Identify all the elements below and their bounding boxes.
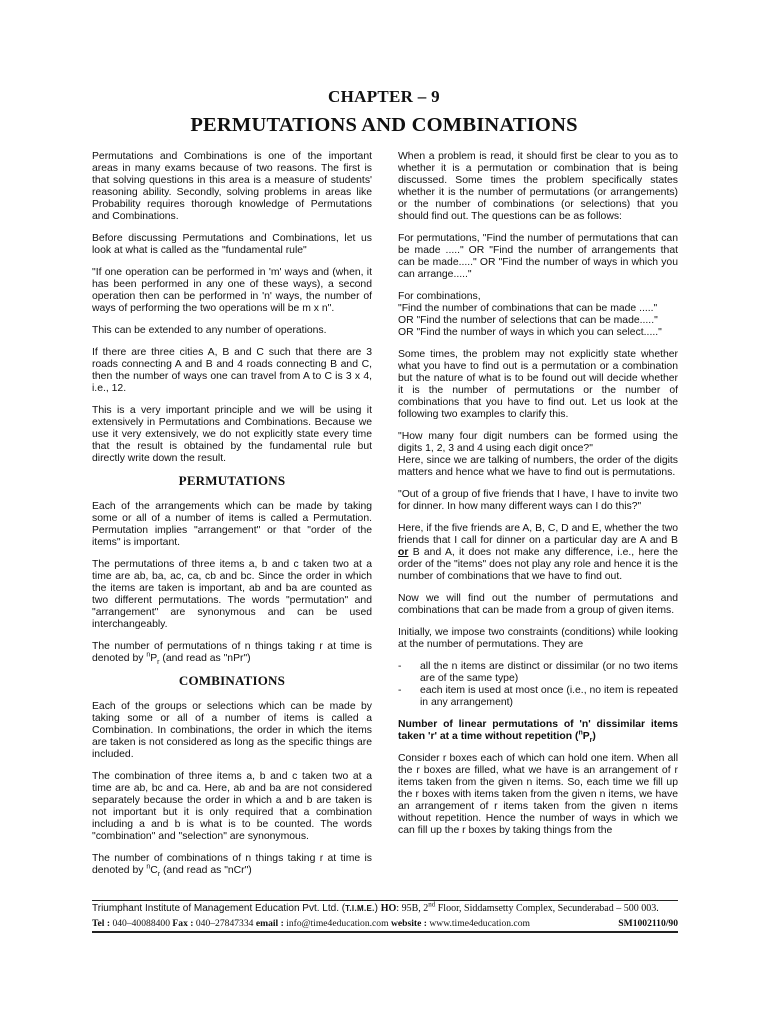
- text: P: [150, 653, 158, 664]
- list-item: [398, 685, 678, 709]
- paragraph: Each of the groups or selections which can be made by taking some or all of a number of items is called a Combination. In combinations, the order in which the items are taken is not considered as long as the specific things are included.: [92, 701, 372, 760]
- paragraph: Initially, we impose two constraints (conditions) while looking at the number of permutations. They are: [398, 627, 678, 650]
- paragraph: "Out of a group of five friends that I have, I have to invite two for dinner. In how many different ways can I do this?": [398, 489, 678, 512]
- paragraph: [398, 523, 678, 583]
- list-item: [398, 661, 678, 685]
- paragraph: For permutations, "Find the number of permutations that can be made ....." OR "Find the number of arrangements that can be made....." OR "Find the number of ways in which you can arrange.....": [398, 233, 678, 280]
- tel-value: 040–40088400: [110, 918, 173, 929]
- superscript: nd: [428, 900, 436, 909]
- line: OR "Find the number of selections that can be made.....": [398, 315, 658, 326]
- time-brand: T.I.M.E.: [345, 904, 375, 913]
- page-title: PERMUTATIONS AND COMBINATIONS: [190, 114, 578, 136]
- footer-address: [92, 900, 692, 914]
- paragraph-npr-notation: [92, 641, 372, 665]
- section-heading-combinations: COMBINATIONS: [178, 673, 286, 688]
- ho-label: HO: [380, 903, 397, 914]
- subscript: r: [157, 659, 160, 667]
- line: Here, since we are talking of numbers, the order of the digits matters and hence what we have to find out is permutations.: [398, 455, 678, 478]
- text: Triumphant Institute of Management Education Pvt. Ltd. (: [92, 903, 346, 914]
- paragraph: Now we will find out the number of permutations and combinations that can be made from a group of given items.: [398, 593, 678, 616]
- paragraph: Before discussing Permutations and Combinations, let us look at what is called as the "fundamental rule": [92, 233, 372, 256]
- line: "How many four digit numbers can be formed using the digits 1, 2, 3 and 4 using each digit once?": [398, 431, 678, 454]
- section-heading-permutations: PERMUTATIONS: [178, 473, 286, 488]
- paragraph-example-1: [398, 431, 678, 479]
- email-label: email :: [255, 918, 284, 929]
- emphasis-or: or: [398, 547, 409, 558]
- dash-bullet: -: [398, 661, 402, 672]
- paragraph: Consider r boxes each of which can hold one item. When all the r boxes are filled, what we have is an arrangement of r items taken from the given n items. So, each time we fill up the r boxes with items taken from the given n items, we have an arrangement of r items taken from the given n items without repetition. Hence the number of ways in which we can fill up the r boxes by taking things from the: [398, 753, 678, 836]
- superscript: n: [578, 729, 583, 737]
- paragraph: If there are three cities A, B and C such that there are 3 roads connecting A and B and 4 roads connecting B and C, then the number of ways one can travel from A to C is 3 x 4, i.e., 12.: [92, 347, 372, 394]
- fundamental-rule-quote: "If one operation can be performed in 'm' ways and (when, it has been performed in any one of these ways), a second operation then can be performed in 'n' ways, the number of ways of performing the two operations will be m x n".: [92, 267, 372, 314]
- footer-divider: [92, 900, 678, 901]
- paragraph: This is a very important principle and we will be using it extensively in Permutations and Combinations. Because we use it very extensively, we do not explicitly state every time that the result is obtained by the fundamental rule but directly write down the result.: [92, 405, 372, 464]
- website-label: website :: [390, 918, 427, 929]
- paragraph: The combination of three items a, b and c taken two at a time are ab, bc and ca. Here, ab and ba are not considered separately because the order in which a and b are taken is not important but it is only required that a combination including a and b is what is to be counted. The words "combination" and "selection" are synonymous.: [92, 771, 372, 842]
- line: For combinations,: [398, 291, 481, 302]
- footer-contact: [92, 918, 678, 929]
- fax-label: Fax :: [172, 918, 194, 929]
- paragraph: This can be extended to any number of operations.: [92, 325, 327, 336]
- chapter-heading: CHAPTER – 9: [328, 87, 440, 106]
- text: Floor, Siddamsetty Complex, Secunderabad – 500 003.: [435, 903, 659, 914]
- superscript: n: [146, 863, 151, 871]
- paragraph: The permutations of three items a, b and c taken two at a time are ab, ba, ac, ca, cb and bc. Since the order in which the items are taken is important, ab and ba are counted as two different permutations. The words "permutation" and "arrangement" are synonymous and can be used interchangeably.: [92, 559, 372, 630]
- paragraph: Permutations and Combinations is one of the important areas in many exams because of two reasons. The first is that solving questions in this area is a measure of students' reasoning ability. Secondly, solving problems in areas like Probability requires thorough knowledge of Permutations and Combinations.: [92, 151, 372, 222]
- right-column: [398, 151, 678, 837]
- subscript: r: [157, 871, 161, 879]
- text: Here, if the five friends are A, B, C, D and E, whether the two friends that I call for dinner on a particular day are A and B: [398, 523, 678, 546]
- text: B and A, it does not make any difference, i.e., here the order of the "items" does not play any role and hence it is the number of combinations that we have to find out.: [398, 547, 679, 582]
- left-column: [92, 151, 372, 877]
- paragraph-combinations-examples: [398, 291, 678, 339]
- document-code: SM1002110/90: [618, 918, 678, 929]
- text: ): [592, 731, 596, 742]
- line: "Find the number of combinations that can be made .....": [398, 303, 658, 314]
- subscript: r: [589, 737, 593, 745]
- email-link[interactable]: info@time4education.com: [283, 918, 391, 929]
- paragraph: Each of the arrangements which can be made by taking some or all of a number of items is called a Permutation. Permutation implies "arrangement" or that "order of the items" is important.: [92, 501, 372, 548]
- constraints-list: [398, 661, 678, 709]
- text: (and read as "nPr"): [159, 653, 251, 664]
- text: C: [150, 865, 158, 876]
- text: : 95B, 2: [396, 903, 429, 914]
- website-link[interactable]: www.time4education.com: [426, 918, 530, 929]
- tel-label: Tel :: [92, 918, 111, 929]
- dash-bullet: -: [398, 685, 402, 696]
- subheading-linear-permutations: [398, 719, 678, 743]
- superscript: n: [146, 651, 151, 659]
- text: (and read as "nCr"): [160, 865, 252, 876]
- paragraph-ncr-notation: [92, 853, 372, 877]
- paragraph: Some times, the problem may not explicitly state whether what you have to find out is a permutation or a combination but the nature of what is to be found out will decide whether it is the number of permutations or the number of combinations that you have to find out. Let us look at the following two examples to clarify this.: [398, 349, 678, 420]
- text: The number of permutations of n things taking r at time is denoted by: [92, 641, 372, 664]
- footer-divider-bottom: [92, 931, 678, 933]
- text: Number of linear permutations of 'n' dissimilar items taken 'r' at a time without repetition (: [398, 719, 678, 742]
- line: OR "Find the number of ways in which you can select.....": [398, 327, 662, 338]
- text: P: [582, 731, 590, 742]
- list-item-text: all the n items are distinct or dissimilar (or no two items are of the same type): [420, 661, 678, 684]
- text: ): [374, 903, 381, 914]
- text: The number of combinations of n things taking r at time is denoted by: [92, 853, 372, 876]
- paragraph: When a problem is read, it should first be clear to you as to whether it is a permutation or combination that is being discussed. Some times the problem specifically states whether it is the number of permutations (or arrangements) or the number of combinations (or selections) that you should find out. The questions can be as follows:: [398, 151, 678, 222]
- fax-value: 040–27847334: [193, 918, 256, 929]
- list-item-text: each item is used at most once (i.e., no item is repeated in any arrangement): [420, 685, 678, 708]
